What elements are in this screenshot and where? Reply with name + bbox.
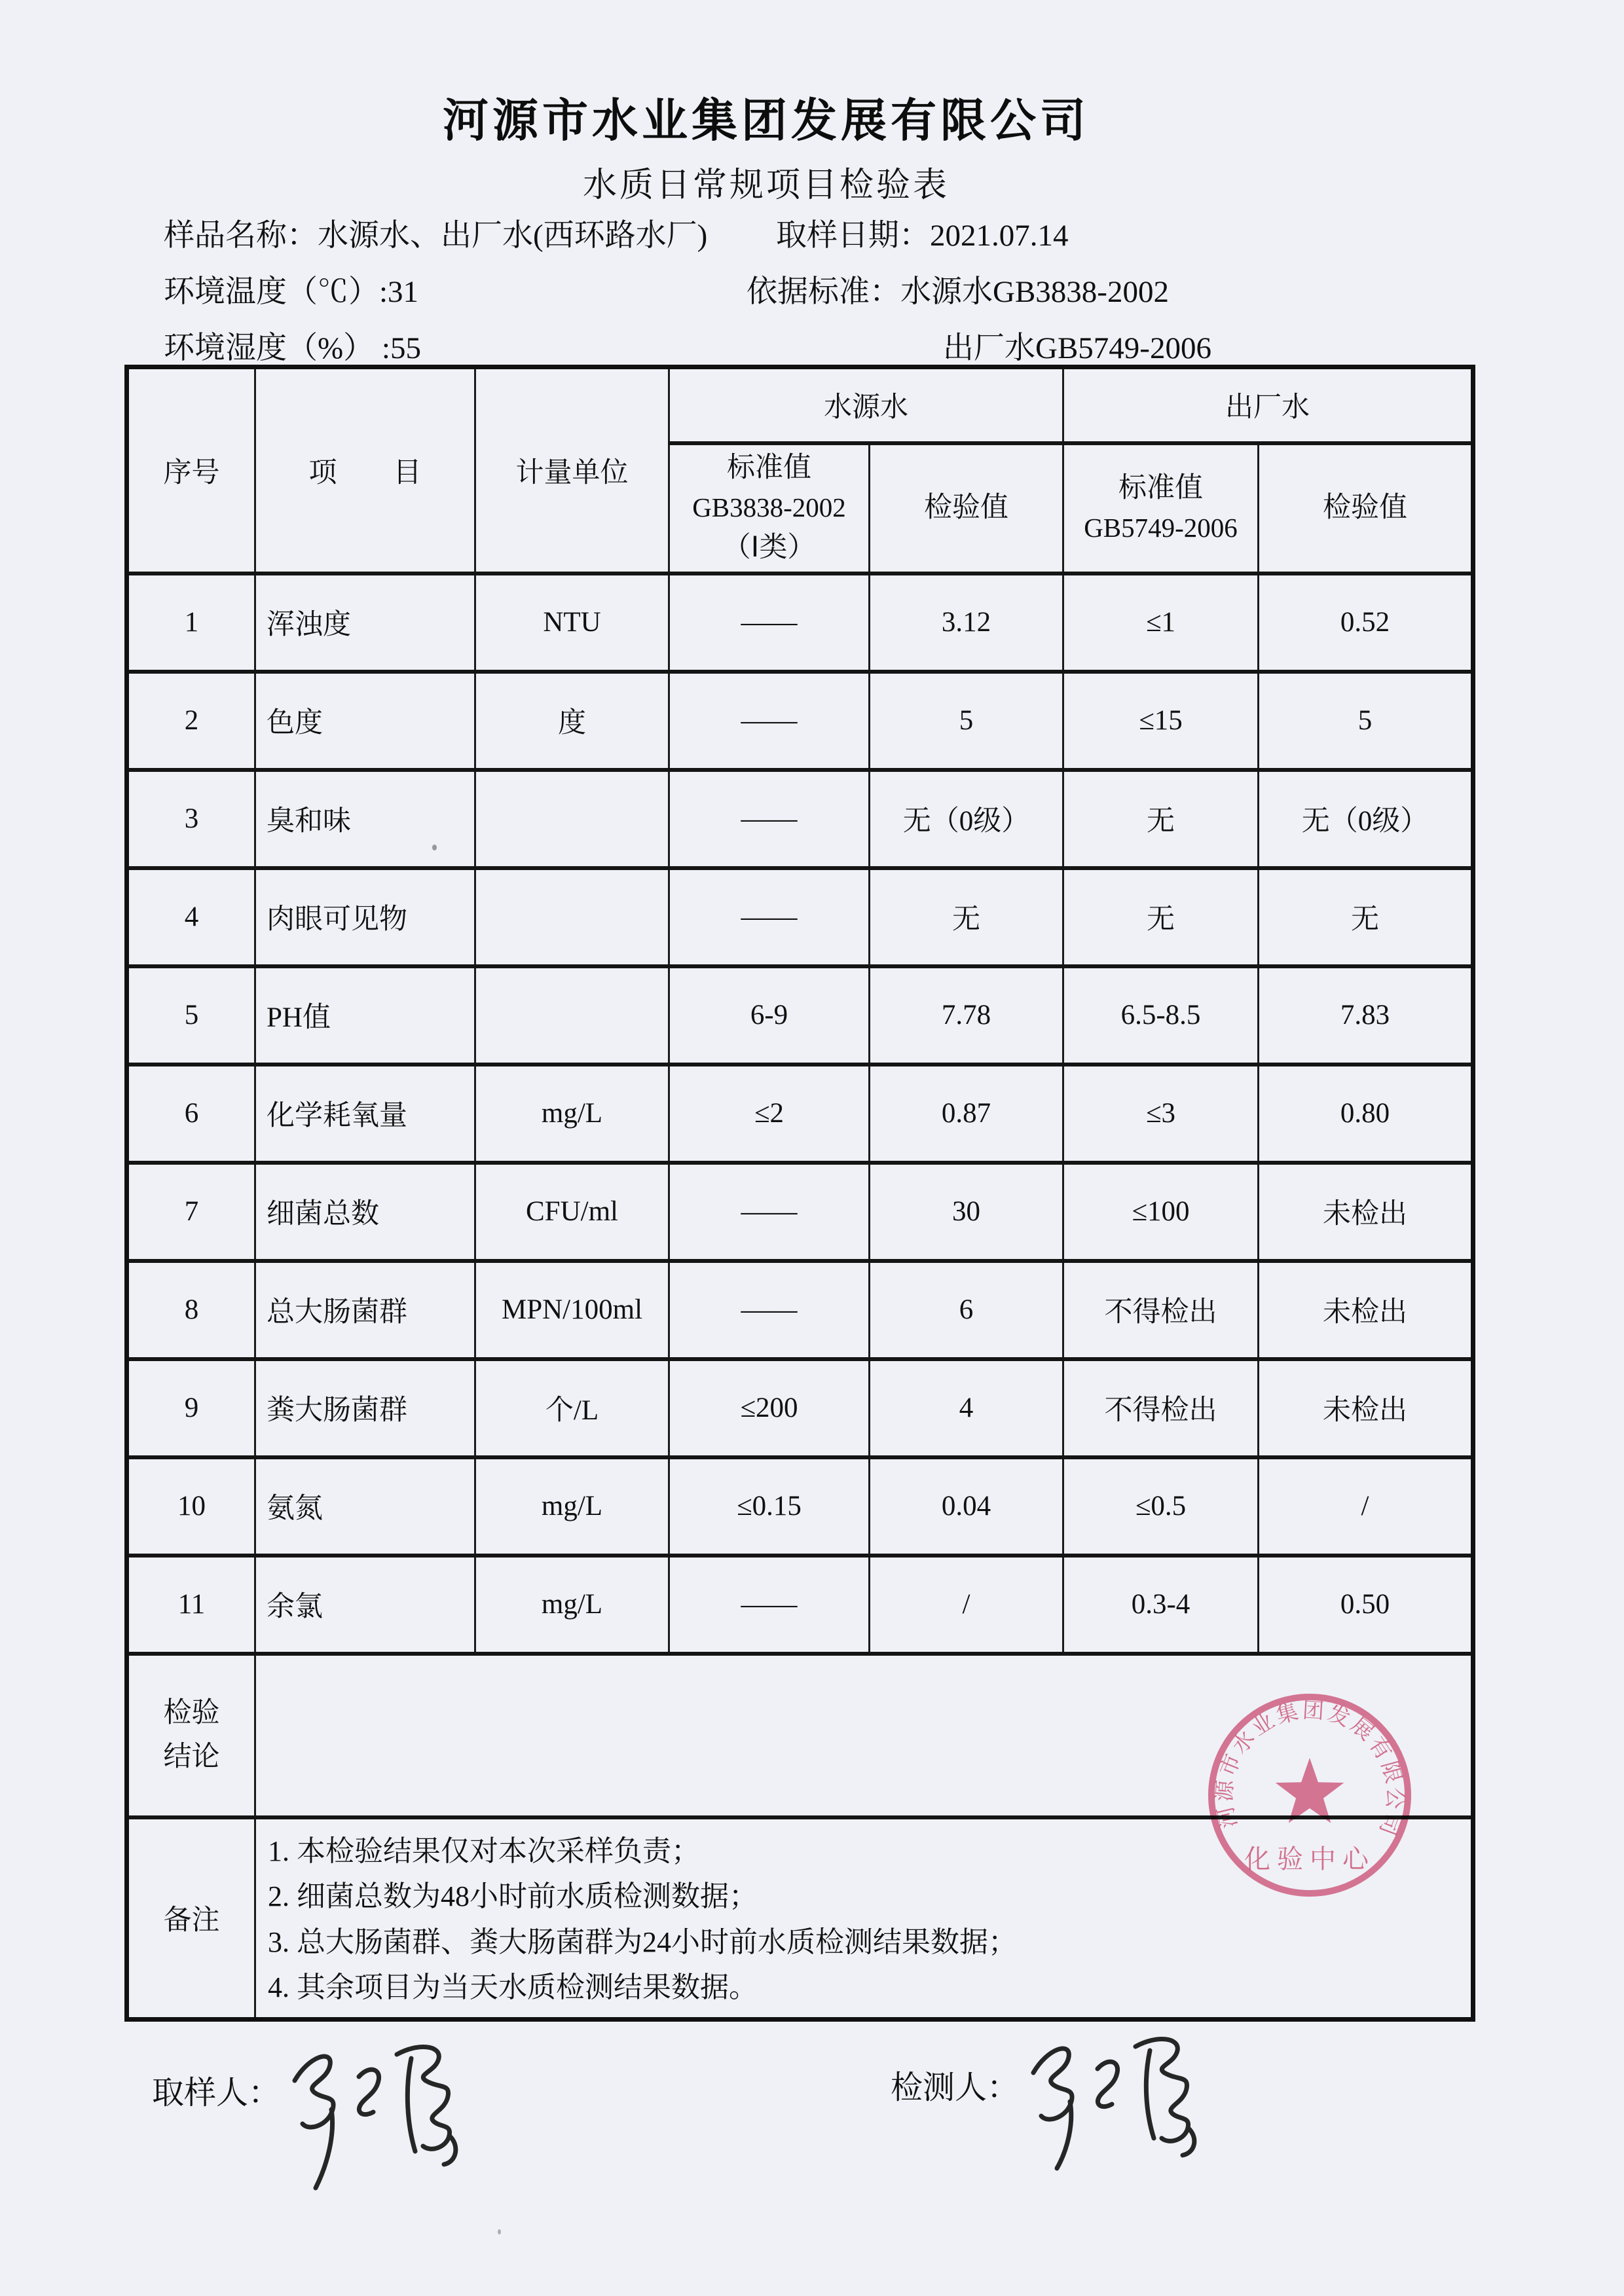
sampler-label: 取样人： (152, 2075, 281, 2111)
cell-std1: —— (669, 1556, 870, 1654)
cell-val1: 无（0级） (870, 770, 1063, 868)
conclusion-label-line1: 检验 (163, 1697, 220, 1728)
cell-item: 总大肠菌群 (255, 1261, 475, 1359)
header-std1 (669, 443, 870, 574)
cell-unit (475, 966, 669, 1065)
cell-unit: 度 (475, 672, 669, 770)
cell-std1: ≤200 (669, 1359, 870, 1457)
cell-val2: 无（0级） (1259, 770, 1473, 868)
cell-seq: 11 (127, 1556, 255, 1654)
tester-label: 检测人： (891, 2069, 1020, 2105)
cell-item: 浑浊度 (255, 574, 475, 672)
cell-unit: mg/L (475, 1556, 669, 1654)
cell-std2: 不得检出 (1063, 1359, 1259, 1457)
cell-std1: —— (669, 672, 870, 770)
header-group-source: 水源水 (669, 367, 1063, 443)
cell-item: 化学耗氧量 (255, 1065, 475, 1163)
scan-speck (498, 2229, 501, 2234)
header-std2 (1063, 443, 1259, 574)
header-std2-line2: GB5749-2006 (1084, 513, 1238, 543)
standard-label: 依据标准： (747, 275, 900, 309)
cell-unit: MPN/100ml (475, 1261, 669, 1359)
sample-date-line (776, 211, 1069, 255)
cell-std2: 无 (1063, 770, 1259, 868)
cell-unit (475, 868, 669, 966)
cell-item: 余氯 (255, 1556, 475, 1654)
sampler-signature (275, 2016, 498, 2206)
cell-val2: 未检出 (1259, 1359, 1473, 1457)
sample-name-value: 水源水、出厂水(西环路水厂) (318, 219, 708, 253)
cell-item: PH值 (255, 966, 475, 1065)
tester-signature (1014, 2009, 1236, 2198)
cell-std1: —— (669, 770, 870, 868)
table-row (127, 1261, 1473, 1359)
cell-std1: ≤0.15 (669, 1457, 870, 1556)
header-std1-line3: （Ⅰ类） (722, 532, 816, 563)
cell-item: 细菌总数 (255, 1163, 475, 1261)
cell-val2: 0.80 (1259, 1065, 1473, 1163)
table-header-group-row (127, 367, 1473, 443)
conclusion-label (127, 1654, 255, 1817)
cell-std1: —— (669, 574, 870, 672)
sample-date-label: 取样日期： (776, 219, 930, 253)
table-row (127, 1163, 1473, 1261)
sample-date-value: 2021.07.14 (930, 219, 1069, 253)
cell-std1: —— (669, 1261, 870, 1359)
cell-seq: 6 (127, 1065, 255, 1163)
standard-factory: 出厂水GB5749-2006 (943, 331, 1211, 365)
cell-val2: 7.83 (1259, 966, 1473, 1065)
remark-line: 3. 总大肠菌群、粪大肠菌群为24小时前水质检测结果数据； (268, 1925, 1017, 1958)
seal-company-text: 河源市水业集团发展有限公司 (1211, 1698, 1408, 1842)
cell-seq: 9 (127, 1359, 255, 1457)
sample-name-label: 样品名称： (164, 219, 318, 253)
cell-val2: 0.52 (1259, 574, 1473, 672)
env-humidity: 环境湿度（%） :55 (164, 331, 421, 365)
cell-val1: 30 (870, 1163, 1063, 1261)
cell-std1: 6-9 (669, 966, 870, 1065)
header-group-factory: 出厂水 (1063, 367, 1473, 443)
cell-std2: ≤15 (1063, 672, 1259, 770)
table-row (127, 1359, 1473, 1457)
cell-val1: 6 (870, 1261, 1063, 1359)
scan-speck (432, 845, 437, 850)
table-row (127, 868, 1473, 966)
cell-val1: 0.04 (870, 1457, 1063, 1556)
cell-std2: 6.5-8.5 (1063, 966, 1259, 1065)
cell-item: 氨氮 (255, 1457, 475, 1556)
cell-seq: 4 (127, 868, 255, 966)
cell-val2: 无 (1259, 868, 1473, 966)
remark-line: 2. 细菌总数为48小时前水质检测数据； (268, 1880, 758, 1913)
cell-seq: 8 (127, 1261, 255, 1359)
cell-unit: NTU (475, 574, 669, 672)
cell-seq: 10 (127, 1457, 255, 1556)
table-row (127, 574, 1473, 672)
report-title: 水质日常规项目检验表 (582, 167, 950, 204)
cell-unit: mg/L (475, 1457, 669, 1556)
cell-unit: mg/L (475, 1065, 669, 1163)
header-item: 项 目 (255, 367, 475, 574)
cell-item: 色度 (255, 672, 475, 770)
table-row (127, 1457, 1473, 1556)
cell-val1: / (870, 1556, 1063, 1654)
cell-std1: —— (669, 868, 870, 966)
company-title: 河源市水业集团发展有限公司 (443, 95, 1090, 146)
cell-unit (475, 770, 669, 868)
cell-val1: 4 (870, 1359, 1063, 1457)
cell-unit: 个/L (475, 1359, 669, 1457)
header-check1: 检验值 (870, 443, 1063, 574)
remark-line: 4. 其余项目为当天水质检测结果数据。 (268, 1971, 758, 2004)
cell-unit: CFU/ml (475, 1163, 669, 1261)
cell-val1: 5 (870, 672, 1063, 770)
table-row (127, 770, 1473, 868)
cell-seq: 7 (127, 1163, 255, 1261)
header-std2-line1: 标准值 (1118, 473, 1203, 504)
conclusion-label-line2: 结论 (163, 1741, 220, 1772)
cell-std2: 0.3-4 (1063, 1556, 1259, 1654)
cell-std2: 不得检出 (1063, 1261, 1259, 1359)
header-check2: 检验值 (1259, 443, 1473, 574)
env-temp: 环境温度（℃）:31 (164, 275, 419, 309)
cell-std2: 无 (1063, 868, 1259, 966)
table-row (127, 966, 1473, 1065)
cell-std2: ≤0.5 (1063, 1457, 1259, 1556)
standard-source-value: 水源水GB3838-2002 (900, 275, 1169, 309)
cell-seq: 2 (127, 672, 255, 770)
cell-std2: ≤3 (1063, 1065, 1259, 1163)
cell-val2: 0.50 (1259, 1556, 1473, 1654)
cell-val1: 7.78 (870, 966, 1063, 1065)
cell-std1: —— (669, 1163, 870, 1261)
cell-val2: 5 (1259, 672, 1473, 770)
cell-val1: 3.12 (870, 574, 1063, 672)
remark-label: 备注 (127, 1817, 255, 2020)
cell-seq: 3 (127, 770, 255, 868)
table-row (127, 1556, 1473, 1654)
table-row (127, 1065, 1473, 1163)
cell-std1: ≤2 (669, 1065, 870, 1163)
standard-line (747, 267, 1169, 311)
cell-std2: ≤1 (1063, 574, 1259, 672)
cell-item: 臭和味 (255, 770, 475, 868)
cell-val1: 0.87 (870, 1065, 1063, 1163)
cell-seq: 5 (127, 966, 255, 1065)
cell-val1: 无 (870, 868, 1063, 966)
header-unit: 计量单位 (475, 367, 669, 574)
header-std1-line2: GB3838-2002 (692, 492, 846, 523)
cell-item: 肉眼可见物 (255, 868, 475, 966)
header-seq: 序号 (127, 367, 255, 574)
seal-star (1276, 1758, 1344, 1823)
header-std1-line1: 标准值 (727, 452, 811, 483)
cell-item: 粪大肠菌群 (255, 1359, 475, 1457)
cell-std2: ≤100 (1063, 1163, 1259, 1261)
seal-center-text: 化验中心 (1244, 1845, 1375, 1874)
cell-seq: 1 (127, 574, 255, 672)
table-row (127, 672, 1473, 770)
company-seal-stamp (1197, 1683, 1422, 1908)
cell-val2: 未检出 (1259, 1163, 1473, 1261)
cell-val2: / (1259, 1457, 1473, 1556)
remark-line: 1. 本检验结果仅对本次采样负责； (268, 1834, 700, 1867)
cell-val2: 未检出 (1259, 1261, 1473, 1359)
sample-name-line (164, 211, 707, 255)
